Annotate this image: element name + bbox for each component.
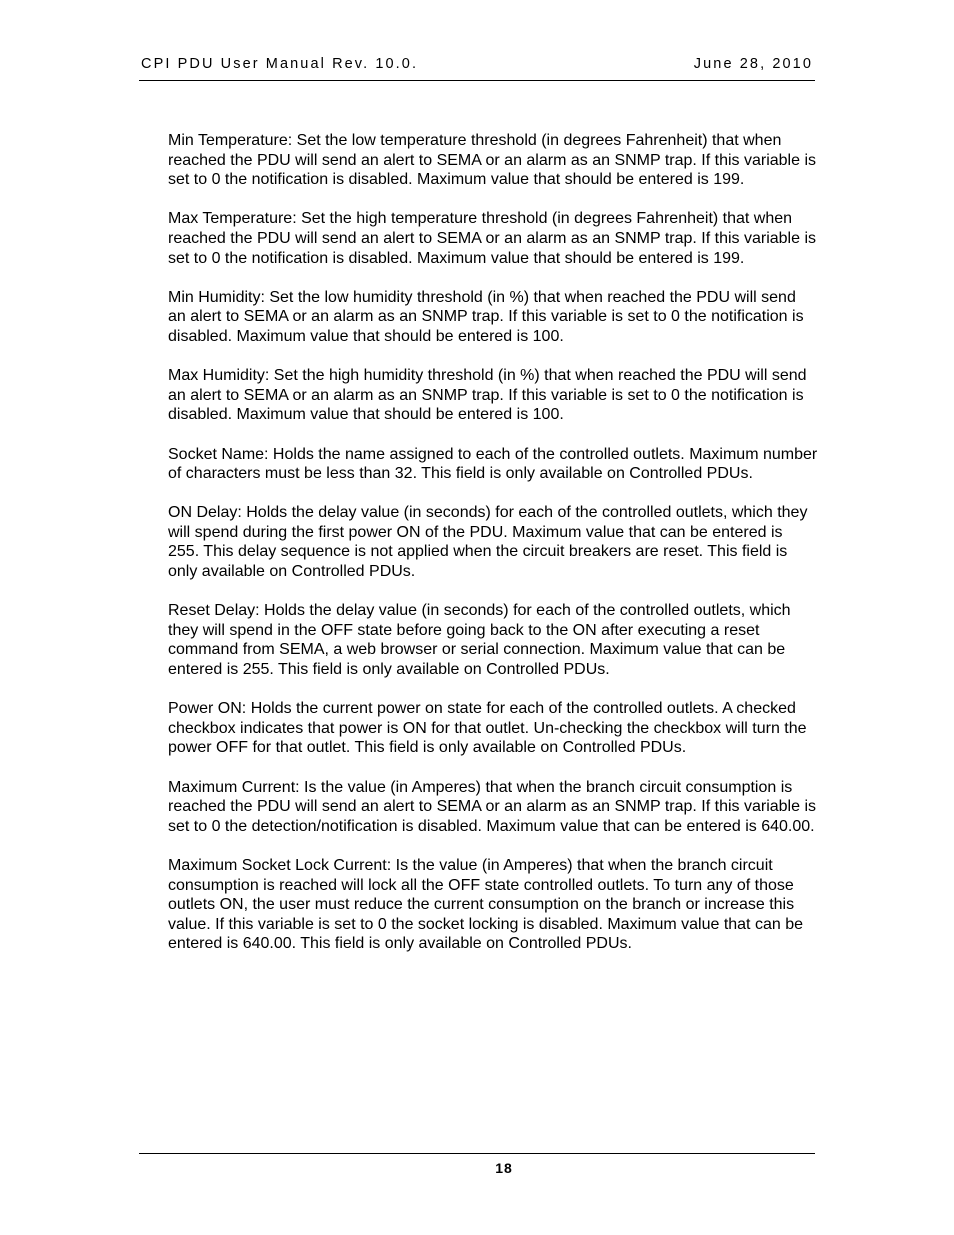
paragraph-power-on: Power ON: Holds the current power on state for each of the controlled outlets. A checked checkbox indicates that power is ON for that outlet. Un-checking the checkbox will turn the power OFF for that outlet. This field is only available on Controlled PDUs. xyxy=(168,700,807,757)
page-header xyxy=(139,54,815,81)
paragraph-min-humidity: Min Humidity: Set the low humidity threshold (in %) that when reached the PDU will send an alert to SEMA or an alarm as an SNMP trap. If this variable is set to 0 the notification is disabled. Maximum value that should be entered is 100. xyxy=(168,288,804,345)
document-date: June 28, 2010 xyxy=(693,56,813,72)
page-body xyxy=(168,131,818,974)
paragraph-on-delay: ON Delay: Holds the delay value (in seconds) for each of the controlled outlets, which they will spend during the first power ON of the PDU. Maximum value that can be entered is 255. This delay sequence is not applied when the circuit breakers are reset. This field is only available on Controlled PDUs. xyxy=(168,504,808,581)
paragraph-max-temperature: Max Temperature: Set the high temperature threshold (in degrees Fahrenheit) that when reached the PDU will send an alert to SEMA or an alarm as an SNMP trap. If this variable is set to 0 the notification is disabled. Maximum value that should be entered is 199. xyxy=(168,210,816,267)
page-number: 18 xyxy=(495,1160,513,1176)
paragraph-reset-delay: Reset Delay: Holds the delay value (in seconds) for each of the controlled outlets, which they will spend in the OFF state before going back to the ON after executing a reset command from SEMA, a web browser or serial connection. Maximum value that can be entered is 255. This field is only available on Controlled PDUs. xyxy=(168,602,791,679)
document-title: CPI PDU User Manual Rev. 10.0. xyxy=(141,56,419,72)
paragraph-socket-name: Socket Name: Holds the name assigned to each of the controlled outlets. Maximum number of characters must be less than 32. This field is only available on Controlled PDUs. xyxy=(168,445,818,483)
paragraph-maximum-current: Maximum Current: Is the value (in Amperes) that when the branch circuit consumption is reached the PDU will send an alert to SEMA or an alarm as an SNMP trap. If this variable is set to 0 the detection/notification is disabled. Maximum value that can be entered is 640.00. xyxy=(168,778,816,835)
footer-divider xyxy=(139,1153,815,1154)
paragraph-maximum-socket-lock-current: Maximum Socket Lock Current: Is the value (in Amperes) that when the branch circuit consumption is reached will lock all the OFF state controlled outlets. To turn any of those outlets ON, the user must reduce the current consumption on the branch or increase this value. If this variable is set to 0 the socket locking is disabled. Maximum value that can be entered is 640.00. This field is only available on Controlled PDUs. xyxy=(168,856,803,953)
paragraph-max-humidity: Max Humidity: Set the high humidity threshold (in %) that when reached the PDU will send an alert to SEMA or an alarm as an SNMP trap. If this variable is set to 0 the notification is disabled. Maximum value that should be entered is 100. xyxy=(168,367,807,424)
paragraph-min-temperature: Min Temperature: Set the low temperature threshold (in degrees Fahrenheit) that when reached the PDU will send an alert to SEMA or an alarm as an SNMP trap. If this variable is set to 0 the notification is disabled. Maximum value that should be entered is 199. xyxy=(168,132,816,189)
